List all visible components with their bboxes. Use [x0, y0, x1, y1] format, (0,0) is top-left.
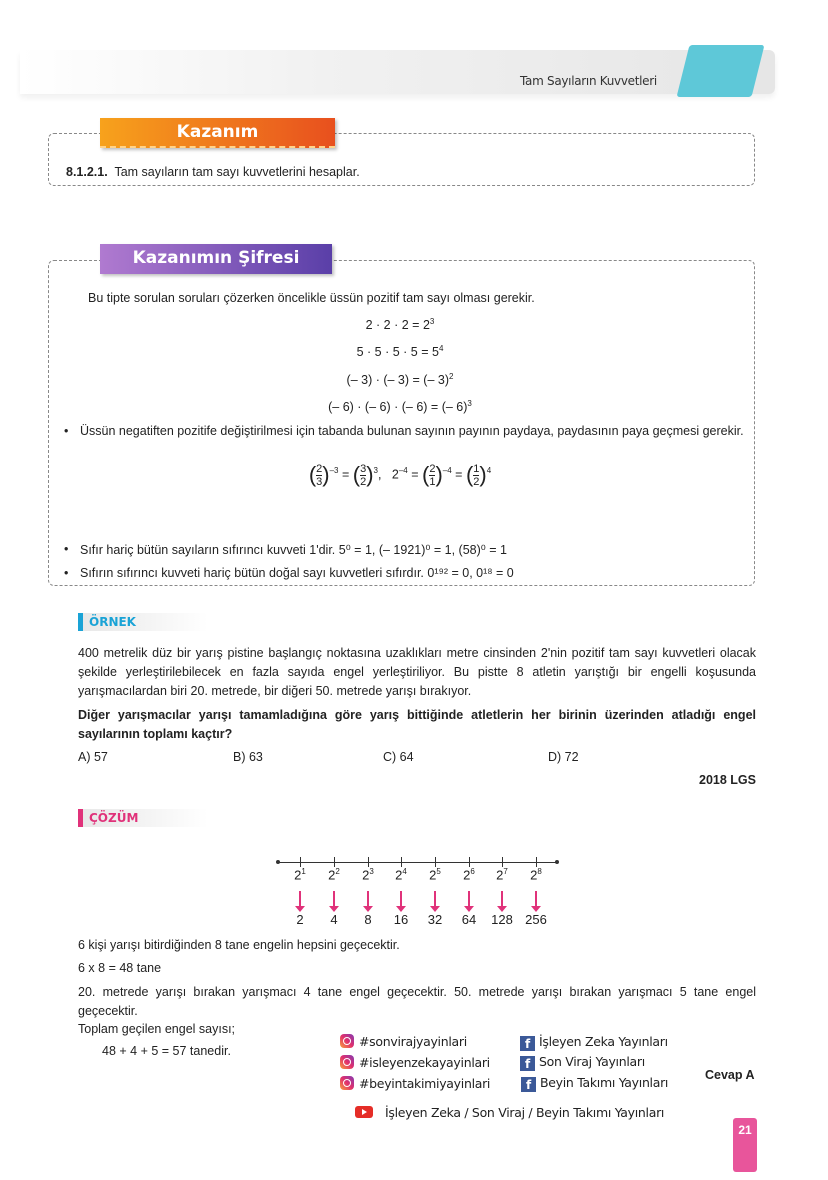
- facebook-link-2[interactable]: f Son Viraj Yayınları: [520, 1054, 645, 1071]
- arrow-down-icon: [501, 891, 503, 907]
- power-label: $2^8$: [530, 867, 542, 883]
- chapter-title: Tam Sayıların Kuvvetleri: [520, 74, 657, 88]
- instagram-link-2[interactable]: #isleyenzekayayinlari: [340, 1055, 490, 1070]
- arrow-down-icon: [434, 891, 436, 907]
- bullet-zero-power: • Sıfır hariç bütün sayıların sıfırıncı kuvveti 1'dir. 5⁰ = 1, (– 1921)⁰ = 1, (58)⁰ = 1: [80, 542, 507, 557]
- question-source: 2018 LGS: [699, 773, 756, 787]
- bullet-zero-base: • Sıfırın sıfırıncı kuvveti hariç bütün doğal sayı kuvvetleri sıfırdır. 0¹⁹² = 0, 0¹⁸ = 0: [80, 566, 514, 580]
- youtube-link[interactable]: İşleyen Zeka / Son Viraj / Beyin Takımı Yayınları: [355, 1105, 664, 1120]
- youtube-icon: [355, 1106, 373, 1118]
- kazanim-desc: Tam sayıların tam sayı kuvvetlerini hesaplar.: [114, 165, 360, 179]
- solution-line-3: 20. metrede yarışı bırakan yarışmacı 4 tane engel geçecektir. 50. metrede yarışı bırakan yarışmacı 5 tane engel geçecektir.: [78, 985, 756, 1018]
- solution-line-4: Toplam geçilen engel sayısı;: [78, 1022, 236, 1036]
- power-label: $2^6$: [463, 867, 475, 883]
- power-value: 32: [427, 912, 443, 927]
- number-line-endpoint: [555, 860, 559, 864]
- power-value: 64: [461, 912, 477, 927]
- arrow-down-icon: [299, 891, 301, 907]
- kazanim-code: 8.1.2.1.: [66, 165, 108, 179]
- facebook-icon: f: [520, 1036, 535, 1051]
- power-label: $2^5$: [429, 867, 441, 883]
- power-label: $2^1$: [294, 867, 306, 883]
- facebook-icon: f: [520, 1056, 535, 1071]
- sifre-banner: Kazanımın Şifresi: [100, 244, 332, 274]
- arrow-down-icon: [367, 891, 369, 907]
- power-value: 128: [491, 912, 513, 927]
- page-number: 21: [733, 1118, 757, 1172]
- facebook-icon: f: [521, 1077, 536, 1092]
- equation-3: (– 3) · (– 3) = (– 3)$^2$: [346, 372, 454, 388]
- solution-line-5: 48 + 4 + 5 = 57 tanedir.: [102, 1044, 231, 1058]
- header-band: [20, 50, 775, 94]
- arrow-down-icon: [333, 891, 335, 907]
- facebook-link-3[interactable]: f Beyin Takımı Yayınları: [521, 1075, 668, 1092]
- ornek-label: ÖRNEK: [78, 613, 208, 631]
- instagram-icon: [340, 1055, 354, 1069]
- instagram-icon: [340, 1034, 354, 1048]
- equation-1: $2 \cdot 2 \cdot 2 = 2^3$: [365, 317, 435, 333]
- power-value: 16: [393, 912, 409, 927]
- arrow-down-icon: [535, 891, 537, 907]
- kazanim-text: [66, 165, 360, 179]
- header-tab-decoration: [677, 45, 765, 97]
- number-line-tick: [469, 857, 470, 867]
- power-label: $2^7$: [496, 867, 508, 883]
- power-value: 4: [330, 912, 338, 927]
- number-line-tick: [401, 857, 402, 867]
- option-a: A) 57: [78, 750, 108, 764]
- arrow-down-icon: [468, 891, 470, 907]
- sifre-intro: Bu tipte sorulan soruları çözerken öncelikle üssün pozitif tam sayı olması gerekir.: [88, 291, 535, 305]
- number-line-tick: [435, 857, 436, 867]
- power-label: $2^2$: [328, 867, 340, 883]
- ornek-question: Diğer yarışmacılar yarışı tamamladığına göre yarış bittiğinde atletlerin her birinin üzerinden atladığı engel sayılarının toplamı kaçtır?: [78, 708, 756, 741]
- equation-4: (– 6) · (– 6) · (– 6) = (– 6)$^3$: [328, 399, 472, 415]
- number-line-tick: [536, 857, 537, 867]
- instagram-icon: [340, 1076, 354, 1090]
- solution-line-2: 6 x 8 = 48 tane: [78, 961, 162, 975]
- number-line-tick: [368, 857, 369, 867]
- option-c: C) 64: [383, 750, 414, 764]
- number-line-tick: [334, 857, 335, 867]
- answer: Cevap A: [705, 1068, 755, 1082]
- fraction-equation: ( $\frac{2}{3}$ )$^{-3}$ = ( $\frac{3}{2}$ )$^3$, $2^{-4}$ = ( $\frac{2}{1}$ )$^{-4}$ = ( $\frac{1}{2}$ )$^4$: [308, 462, 492, 488]
- equation-2: $5 \cdot 5 \cdot 5 \cdot 5 = 5^4$: [356, 344, 444, 360]
- option-b: B) 63: [233, 750, 263, 764]
- kazanim-banner: Kazanım: [100, 118, 335, 148]
- solution-line-1: 6 kişi yarışı bitirdiğinden 8 tane engelin hepsini geçecektir.: [78, 938, 400, 952]
- ornek-text: 400 metrelik düz bir yarış pistine başlangıç noktasına uzaklıkları metre cinsinden 2'nin pozitif tam sayı kuvvetleri olacak şekilde yerleştirilebilecek en fazla sayıda engel yerleştiriliyor. Bu pistte 8 atletin yarıştığı bir engelli koşusunda yarışmacılardan biri 20. metrede, bir diğeri 50. metrede yarışı bırakıyor.: [78, 646, 756, 698]
- power-label: $2^3$: [362, 867, 374, 883]
- number-line-tick: [300, 857, 301, 867]
- option-d: D) 72: [548, 750, 579, 764]
- instagram-link-3[interactable]: #beyintakimiyayinlari: [340, 1076, 490, 1091]
- cozum-label: ÇÖZÜM: [78, 809, 208, 827]
- number-line-endpoint: [276, 860, 280, 864]
- power-value: 8: [364, 912, 372, 927]
- number-line-tick: [502, 857, 503, 867]
- power-value: 2: [296, 912, 304, 927]
- arrow-down-icon: [400, 891, 402, 907]
- instagram-link-1[interactable]: #sonvirajyayinlari: [340, 1034, 467, 1049]
- power-label: $2^4$: [395, 867, 407, 883]
- power-value: 256: [525, 912, 547, 927]
- bullet-negative-exponent: • Üssün negatiften pozitife değiştirilmesi için tabanda bulunan sayının payının paydaya, paydasının paya geçmesi gerekir.: [80, 422, 746, 441]
- facebook-link-1[interactable]: f İşleyen Zeka Yayınları: [520, 1034, 668, 1051]
- number-line: [278, 862, 557, 927]
